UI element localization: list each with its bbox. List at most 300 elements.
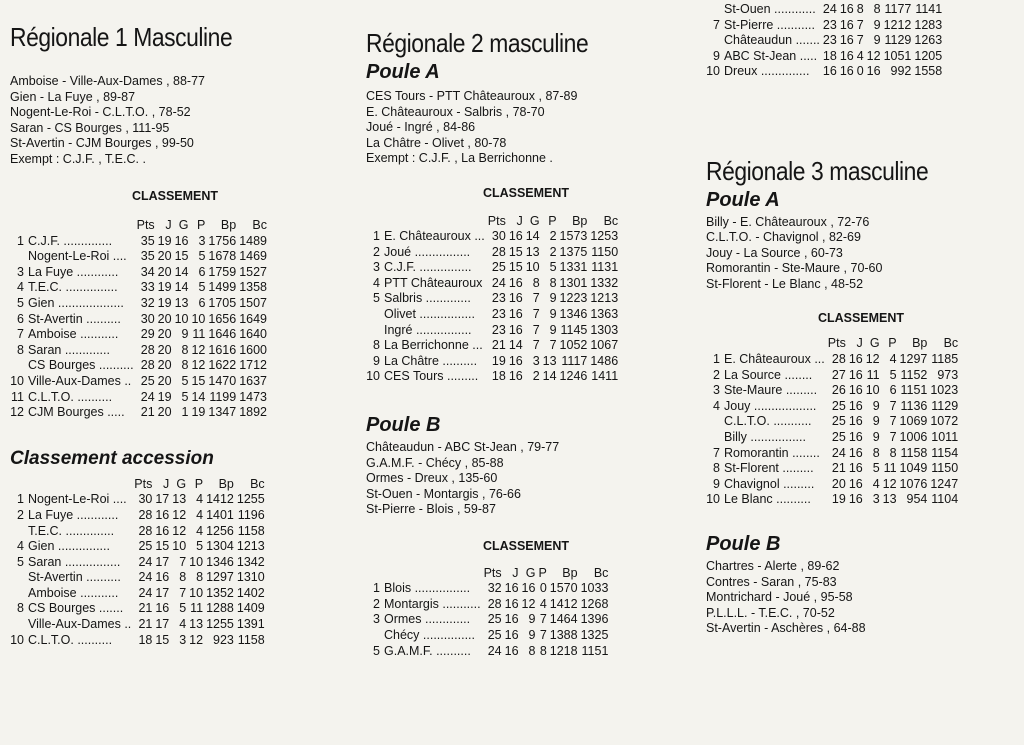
stat-cell: 5 bbox=[198, 280, 206, 295]
team-cell: Chécy ............... bbox=[384, 627, 475, 642]
stat-cell: 16 bbox=[504, 643, 519, 658]
rank-cell: 6 bbox=[17, 311, 24, 326]
table-row bbox=[366, 323, 618, 339]
stat-cell: 1375 bbox=[559, 244, 588, 259]
team-cell: PTT Châteauroux bbox=[384, 275, 483, 290]
result-line: P.L.L.L. - T.E.C. , 70-52 bbox=[706, 605, 835, 620]
rank-cell: 2 bbox=[17, 507, 24, 522]
table-row bbox=[366, 369, 618, 385]
stat-cell: 30 bbox=[491, 229, 506, 244]
team-cell: La Fuye ............ bbox=[28, 264, 119, 279]
team-cell: E. Châteauroux ... bbox=[384, 229, 485, 244]
team-cell: Ingré ................ bbox=[384, 322, 472, 337]
stat-cell: 7 bbox=[532, 338, 540, 353]
stat-cell: 11 bbox=[883, 461, 897, 476]
stat-cell: 27 bbox=[831, 367, 846, 382]
rank-cell: 5 bbox=[17, 554, 24, 569]
stat-cell: 28 bbox=[831, 352, 846, 367]
table-row bbox=[706, 383, 958, 399]
result-line: Nogent-Le-Roi - C.L.T.O. , 78-52 bbox=[10, 105, 191, 119]
table-row bbox=[10, 539, 265, 555]
table-row bbox=[706, 492, 958, 508]
stat-cell: 1332 bbox=[590, 275, 619, 290]
stat-cell: 18 bbox=[138, 632, 153, 647]
table-row bbox=[10, 343, 267, 359]
stat-cell: 9 bbox=[872, 414, 880, 429]
stat-cell: 6 bbox=[198, 264, 206, 279]
rank-cell: 9 bbox=[713, 476, 720, 491]
stat-cell: 1131 bbox=[591, 260, 619, 275]
stat-cell: 5 bbox=[179, 601, 187, 616]
table-row bbox=[10, 234, 267, 250]
stat-cell: 1342 bbox=[236, 554, 265, 569]
team-cell: C.J.F. .............. bbox=[28, 233, 113, 248]
stat-cell: 30 bbox=[140, 311, 155, 326]
stat-cell: 1253 bbox=[590, 229, 619, 244]
stat-cell: 28 bbox=[140, 342, 155, 357]
stat-cell: 16 bbox=[508, 307, 523, 322]
stat-cell: 954 bbox=[906, 492, 928, 507]
stat-cell: 28 bbox=[140, 358, 155, 373]
stat-cell: 1464 bbox=[549, 612, 578, 627]
stat-cell: 33 bbox=[140, 280, 155, 295]
table-row bbox=[706, 430, 958, 446]
stat-cell: 24 bbox=[138, 554, 153, 569]
stat-cell: 12 bbox=[189, 632, 204, 647]
team-cell: CES Tours ......... bbox=[384, 369, 479, 384]
rank-cell: 9 bbox=[713, 48, 720, 63]
stat-cell: 24 bbox=[487, 643, 502, 658]
stat-cell: 20 bbox=[157, 358, 172, 373]
stat-cell: 16 bbox=[848, 430, 863, 445]
table-row bbox=[10, 405, 267, 421]
table-row bbox=[366, 260, 618, 276]
column-header: Bc bbox=[252, 218, 268, 232]
team-cell: St-Avertin .......... bbox=[28, 570, 121, 585]
stat-cell: 1705 bbox=[208, 295, 237, 310]
stat-cell: 26 bbox=[831, 383, 846, 398]
rank-cell: 1 bbox=[373, 581, 380, 596]
stat-cell: 12 bbox=[521, 596, 536, 611]
team-cell: La Berrichonne ... bbox=[384, 338, 483, 353]
team-cell: Châteaudun ....... bbox=[724, 33, 820, 48]
stat-cell: 1247 bbox=[930, 476, 959, 491]
stat-cell: 0 bbox=[856, 64, 864, 79]
column-header: Bc bbox=[943, 336, 959, 351]
team-cell: Ville-Aux-Dames .. bbox=[28, 373, 132, 388]
stat-cell: 3 bbox=[532, 353, 540, 368]
stat-cell: 13 bbox=[525, 244, 540, 259]
rank-cell: 2 bbox=[373, 244, 380, 259]
stat-cell: 23 bbox=[822, 17, 837, 32]
table-row bbox=[366, 612, 608, 628]
stat-cell: 15 bbox=[508, 244, 523, 259]
rank-cell bbox=[706, 430, 720, 446]
table-row bbox=[10, 390, 267, 406]
stat-cell: 10 bbox=[865, 383, 880, 398]
stat-cell: 1346 bbox=[559, 307, 588, 322]
stat-cell: 0 bbox=[539, 581, 547, 596]
table-row bbox=[366, 229, 618, 245]
accession-standings-table bbox=[10, 477, 265, 649]
stat-cell: 17 bbox=[155, 617, 170, 632]
stat-cell: 1213 bbox=[236, 539, 265, 554]
stat-cell: 9 bbox=[872, 398, 880, 413]
result-line: C.L.T.O. - Chavignol , 82-69 bbox=[706, 230, 861, 245]
column-header: P bbox=[548, 213, 557, 228]
column-header: J bbox=[163, 476, 170, 491]
stat-cell: 6 bbox=[198, 295, 206, 310]
stat-cell: 9 bbox=[549, 322, 557, 337]
stat-cell: 1388 bbox=[549, 627, 578, 642]
stat-cell: 8 bbox=[856, 2, 864, 16]
result-line: St-Avertin - Aschères , 64-88 bbox=[706, 621, 866, 635]
stat-cell: 16 bbox=[504, 596, 519, 611]
r2-poule-b-title: Poule B bbox=[366, 414, 441, 437]
rank-cell: 1 bbox=[17, 233, 24, 248]
table-row bbox=[706, 18, 942, 34]
stat-cell: 8 bbox=[181, 358, 189, 373]
table-row bbox=[10, 555, 265, 571]
stat-cell: 7 bbox=[179, 554, 187, 569]
table-row bbox=[10, 327, 267, 343]
column-header: J bbox=[856, 336, 863, 351]
stat-cell: 1486 bbox=[590, 353, 619, 368]
column-header: Bp bbox=[218, 476, 234, 491]
column-header: G bbox=[529, 213, 540, 228]
stat-cell: 25 bbox=[487, 627, 502, 642]
stat-cell: 7 bbox=[539, 627, 547, 642]
stat-cell: 7 bbox=[856, 33, 864, 48]
stat-cell: 1011 bbox=[931, 430, 959, 445]
stat-cell: 1401 bbox=[206, 507, 234, 522]
stat-cell: 14 bbox=[525, 229, 540, 244]
table-row bbox=[10, 296, 267, 312]
stat-cell: 24 bbox=[138, 570, 153, 585]
stat-cell: 16 bbox=[866, 64, 881, 79]
stat-cell: 18 bbox=[822, 48, 837, 63]
r1-results bbox=[10, 74, 340, 167]
stat-cell: 9 bbox=[549, 307, 557, 322]
stat-cell: 14 bbox=[542, 369, 557, 384]
stat-cell: 20 bbox=[157, 327, 172, 342]
stat-cell: 1473 bbox=[239, 389, 268, 404]
stat-cell: 9 bbox=[528, 612, 536, 627]
stat-cell: 17 bbox=[155, 585, 170, 600]
stat-cell: 7 bbox=[532, 291, 540, 306]
stat-cell: 19 bbox=[157, 295, 172, 310]
stat-cell: 16 bbox=[174, 233, 189, 248]
stat-cell: 1649 bbox=[239, 311, 268, 326]
stat-cell: 4 bbox=[196, 523, 204, 538]
r2-poule-a-standings-table bbox=[366, 214, 618, 386]
stat-cell: 1136 bbox=[900, 398, 928, 413]
stat-cell: 13 bbox=[172, 492, 187, 507]
stat-cell: 8 bbox=[873, 2, 881, 16]
team-cell: Gien ................... bbox=[28, 295, 124, 310]
table-row bbox=[366, 307, 618, 323]
rank-cell: 8 bbox=[373, 338, 380, 353]
result-line: Exempt : C.J.F. , T.E.C. . bbox=[10, 151, 146, 166]
stat-cell: 4 bbox=[872, 476, 880, 491]
stat-cell: 1023 bbox=[930, 383, 959, 398]
table-row bbox=[366, 338, 618, 354]
stat-cell: 1255 bbox=[236, 492, 265, 507]
stat-cell: 16 bbox=[155, 523, 170, 538]
stat-cell: 4 bbox=[856, 48, 864, 63]
result-line: Billy - E. Châteauroux , 72-76 bbox=[706, 214, 870, 229]
stat-cell: 16 bbox=[155, 570, 170, 585]
stat-cell: 12 bbox=[866, 48, 881, 63]
stat-cell: 25 bbox=[140, 373, 155, 388]
stat-cell: 9 bbox=[528, 627, 536, 642]
stat-cell: 1637 bbox=[239, 373, 268, 388]
stat-cell: 1347 bbox=[208, 405, 237, 420]
team-cell: Gien ............... bbox=[28, 539, 110, 554]
team-cell: Ste-Maure ......... bbox=[724, 383, 818, 398]
stat-cell: 1151 bbox=[900, 383, 928, 398]
stat-cell: 4 bbox=[539, 596, 547, 611]
team-cell: La Source ........ bbox=[724, 367, 813, 382]
stat-cell: 32 bbox=[140, 295, 155, 310]
team-cell: G.A.M.F. .......... bbox=[384, 643, 471, 658]
table-row bbox=[706, 368, 958, 384]
rank-cell: 5 bbox=[373, 291, 380, 306]
column-header: Bc bbox=[250, 476, 265, 491]
stat-cell: 19 bbox=[831, 492, 846, 507]
stat-cell: 17 bbox=[155, 554, 170, 569]
team-cell: Saran ............. bbox=[28, 342, 110, 357]
team-cell: Salbris ............. bbox=[384, 291, 471, 306]
stat-cell: 1069 bbox=[899, 414, 928, 429]
stat-cell: 1104 bbox=[931, 492, 959, 507]
stat-cell: 5 bbox=[872, 461, 880, 476]
result-line: Ormes - Dreux , 135-60 bbox=[366, 471, 498, 486]
rank-cell: 3 bbox=[17, 264, 24, 279]
stat-cell: 24 bbox=[491, 275, 506, 290]
stat-cell: 1573 bbox=[559, 229, 588, 244]
stat-cell: 16 bbox=[848, 476, 863, 491]
column-header: J bbox=[512, 565, 519, 580]
stat-cell: 923 bbox=[213, 632, 234, 647]
team-cell: La Châtre .......... bbox=[384, 353, 478, 368]
table-header-row bbox=[10, 218, 267, 234]
result-line: Montrichard - Joué , 95-58 bbox=[706, 590, 853, 604]
stat-cell: 1301 bbox=[559, 275, 588, 290]
stat-cell: 13 bbox=[174, 295, 189, 310]
stat-cell: 11 bbox=[192, 327, 206, 342]
stat-cell: 16 bbox=[848, 445, 863, 460]
stat-cell: 20 bbox=[157, 249, 172, 264]
stat-cell: 13 bbox=[189, 617, 204, 632]
stat-cell: 1199 bbox=[209, 389, 237, 404]
column-header: G bbox=[176, 476, 187, 491]
result-line: Châteaudun - ABC St-Jean , 79-77 bbox=[366, 440, 560, 455]
team-cell: Nogent-Le-Roi .... bbox=[28, 492, 127, 507]
rank-cell bbox=[10, 358, 24, 374]
table-row bbox=[366, 276, 618, 292]
stat-cell: 5 bbox=[181, 373, 189, 388]
stat-cell: 5 bbox=[181, 389, 189, 404]
result-line: Chartres - Alerte , 89-62 bbox=[706, 559, 840, 573]
stat-cell: 12 bbox=[172, 523, 187, 538]
stat-cell: 12 bbox=[882, 476, 897, 491]
stat-cell: 16 bbox=[504, 612, 519, 627]
stat-cell: 15 bbox=[508, 260, 523, 275]
team-cell: La Fuye ............ bbox=[28, 507, 119, 522]
table-header-row bbox=[366, 566, 608, 582]
table-row bbox=[366, 291, 618, 307]
team-cell: Chavignol ......... bbox=[724, 476, 815, 491]
stat-cell: 16 bbox=[508, 369, 523, 384]
stat-cell: 16 bbox=[155, 601, 170, 616]
rank-cell: 10 bbox=[706, 492, 720, 507]
table-row bbox=[10, 374, 267, 390]
team-cell: Ormes ............. bbox=[384, 612, 471, 627]
stat-cell: 21 bbox=[140, 405, 155, 420]
column-regionale-1 bbox=[10, 0, 340, 648]
stat-cell: 1246 bbox=[559, 369, 588, 384]
stat-cell: 1263 bbox=[914, 33, 943, 48]
stat-cell: 1213 bbox=[590, 291, 619, 306]
stat-cell: 1646 bbox=[208, 327, 237, 342]
stat-cell: 1678 bbox=[208, 249, 237, 264]
r1-classement-title: CLASSEMENT bbox=[131, 189, 219, 203]
rank-cell: 4 bbox=[713, 398, 720, 413]
r2-poule-a-results bbox=[366, 89, 696, 167]
column-header: Bp bbox=[912, 336, 928, 351]
stat-cell: 1304 bbox=[206, 539, 234, 554]
result-line: Romorantin - Ste-Maure , 70-60 bbox=[706, 261, 883, 276]
stat-cell: 11 bbox=[866, 367, 880, 382]
stat-cell: 28 bbox=[487, 596, 502, 611]
table-row bbox=[366, 581, 608, 597]
column-header: P bbox=[538, 565, 547, 580]
table-row bbox=[706, 64, 942, 80]
table-row bbox=[706, 477, 958, 493]
stat-cell: 1150 bbox=[931, 461, 959, 476]
stat-cell: 15 bbox=[191, 373, 206, 388]
column-header: J bbox=[165, 218, 172, 232]
stat-cell: 1600 bbox=[239, 342, 268, 357]
stat-cell: 25 bbox=[831, 398, 846, 413]
stat-cell: 8 bbox=[181, 342, 189, 357]
stat-cell: 1051 bbox=[883, 48, 912, 63]
column-header: P bbox=[197, 218, 206, 232]
stat-cell: 16 bbox=[508, 275, 523, 290]
stat-cell: 1331 bbox=[559, 260, 588, 275]
table-row bbox=[10, 358, 267, 374]
stat-cell: 23 bbox=[491, 291, 506, 306]
rank-cell: 10 bbox=[10, 373, 24, 388]
stat-cell: 1412 bbox=[549, 596, 578, 611]
column-header: P bbox=[194, 476, 204, 491]
rank-cell: 4 bbox=[17, 539, 24, 554]
table-row bbox=[10, 312, 267, 328]
stat-cell: 2 bbox=[549, 229, 557, 244]
stat-cell: 16 bbox=[822, 64, 837, 79]
stat-cell: 1396 bbox=[580, 612, 609, 627]
stat-cell: 1218 bbox=[549, 643, 578, 658]
rank-cell bbox=[706, 2, 720, 18]
stat-cell: 16 bbox=[848, 383, 863, 398]
stat-cell: 16 bbox=[839, 64, 854, 79]
stat-cell: 2 bbox=[532, 369, 540, 384]
stat-cell: 21 bbox=[491, 338, 506, 353]
stat-cell: 23 bbox=[491, 307, 506, 322]
stat-cell: 8 bbox=[528, 643, 536, 658]
result-line: Jouy - La Source , 60-73 bbox=[706, 245, 843, 260]
rank-cell: 5 bbox=[17, 295, 24, 310]
rank-cell: 10 bbox=[10, 632, 24, 647]
stat-cell: 1117 bbox=[561, 353, 588, 368]
rank-cell bbox=[366, 307, 380, 323]
stat-cell: 8 bbox=[889, 445, 897, 460]
r3-poule-a-results bbox=[706, 215, 1022, 293]
rank-cell bbox=[10, 249, 24, 265]
r3-poule-a-title: Poule A bbox=[706, 188, 780, 211]
stat-cell: 21 bbox=[138, 601, 153, 616]
rank-cell: 5 bbox=[373, 643, 380, 658]
stat-cell: 11 bbox=[190, 601, 204, 616]
stat-cell: 34 bbox=[140, 264, 155, 279]
table-row bbox=[366, 644, 608, 660]
stat-cell: 1006 bbox=[899, 430, 928, 445]
stat-cell: 992 bbox=[890, 64, 912, 79]
table-row bbox=[10, 280, 267, 296]
team-cell: Billy ................ bbox=[724, 430, 806, 445]
team-cell: Nogent-Le-Roi .... bbox=[28, 249, 127, 264]
stat-cell: 1470 bbox=[208, 373, 237, 388]
stat-cell: 16 bbox=[508, 291, 523, 306]
stat-cell: 2 bbox=[549, 244, 557, 259]
stat-cell: 28 bbox=[138, 523, 153, 538]
stat-cell: 10 bbox=[172, 539, 187, 554]
stat-cell: 1052 bbox=[559, 338, 588, 353]
column-header: G bbox=[178, 218, 189, 232]
r2-poule-b-classement-title: CLASSEMENT bbox=[482, 538, 570, 553]
stat-cell: 10 bbox=[191, 311, 206, 326]
rank-cell: 1 bbox=[373, 229, 380, 244]
result-line: E. Châteauroux - Salbris , 78-70 bbox=[366, 104, 545, 119]
rank-cell: 10 bbox=[366, 369, 380, 384]
stat-cell: 19 bbox=[491, 353, 506, 368]
stat-cell: 1469 bbox=[239, 249, 268, 264]
stat-cell: 1 bbox=[181, 405, 189, 420]
stat-cell: 1310 bbox=[236, 570, 265, 585]
stat-cell: 9 bbox=[872, 430, 880, 445]
stat-cell: 4 bbox=[196, 507, 204, 522]
stat-cell: 1141 bbox=[915, 2, 943, 16]
table-row bbox=[706, 414, 958, 430]
rank-cell bbox=[10, 617, 24, 633]
stat-cell: 19 bbox=[157, 280, 172, 295]
stat-cell: 6 bbox=[889, 383, 897, 398]
stat-cell: 14 bbox=[174, 264, 189, 279]
stat-cell: 1409 bbox=[236, 601, 265, 616]
stat-cell: 1411 bbox=[591, 369, 619, 384]
stat-cell: 16 bbox=[848, 461, 863, 476]
result-line: Contres - Saran , 75-83 bbox=[706, 574, 837, 589]
rank-cell: 3 bbox=[373, 612, 380, 627]
table-row bbox=[10, 249, 267, 265]
table-row bbox=[366, 245, 618, 261]
table-row bbox=[10, 508, 265, 524]
table-row bbox=[10, 633, 265, 649]
result-line: Amboise - Ville-Aux-Dames , 88-77 bbox=[10, 74, 205, 88]
stat-cell: 8 bbox=[532, 275, 540, 290]
accession-title: Classement accession bbox=[10, 447, 214, 469]
